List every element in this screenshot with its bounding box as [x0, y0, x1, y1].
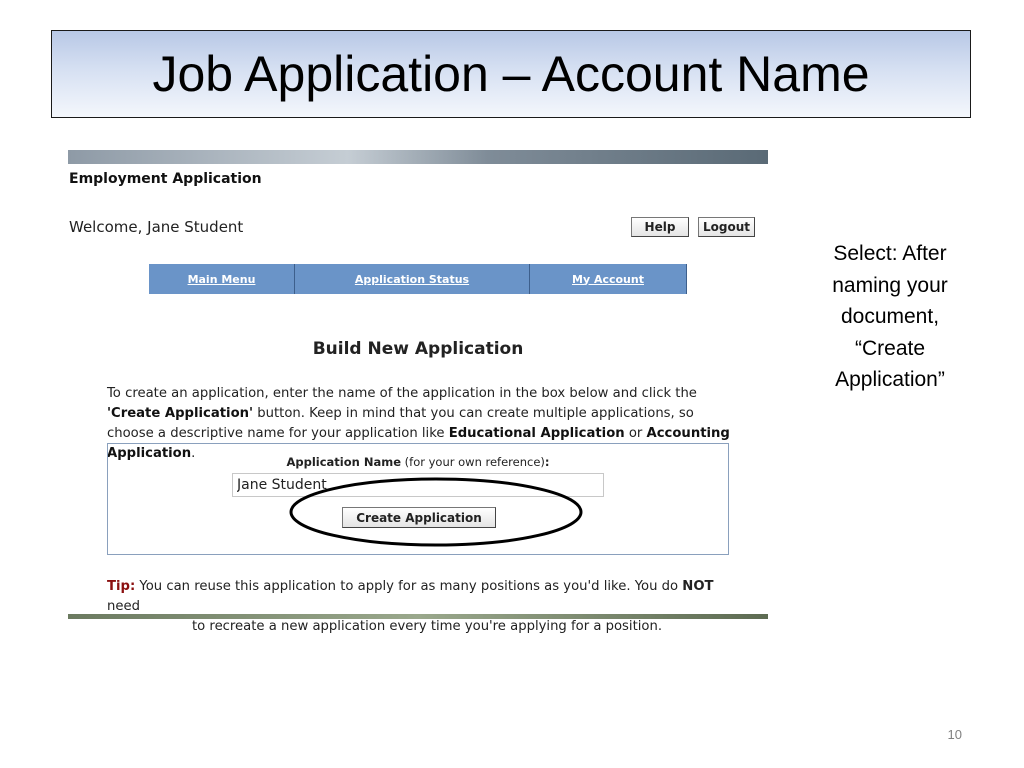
application-name-label-colon: : — [544, 455, 550, 469]
tip-label: Tip: — [107, 579, 136, 594]
intro-text-1: To create an application, enter the name of the application in the box below and click the — [107, 386, 697, 401]
slide-title: Job Application – Account Name — [152, 46, 870, 102]
intro-bold-create: 'Create Application' — [107, 406, 254, 421]
application-name-label — [108, 455, 728, 469]
tip-text-2: need — [107, 599, 140, 614]
tip-line-1 — [107, 577, 737, 617]
tip-text-1: You can reuse this application to apply for as many positions as you'd like. You do — [135, 579, 683, 594]
browser-bottom-strip — [68, 614, 768, 619]
nav-application-status[interactable]: Application Status — [295, 264, 530, 294]
nav-main-menu[interactable]: Main Menu — [149, 264, 295, 294]
app-screenshot — [68, 150, 768, 634]
build-application-heading: Build New Application — [312, 339, 524, 359]
tip-bold-not: NOT — [682, 579, 714, 594]
intro-bold-accounting: Accounting Application — [107, 426, 730, 461]
help-button[interactable]: Help — [631, 217, 689, 237]
application-name-label-note: (for your own reference) — [401, 455, 545, 469]
intro-text-4: . — [191, 446, 196, 461]
tip-paragraph — [107, 577, 737, 637]
callout-ellipse — [288, 476, 584, 548]
intro-bold-educational: Educational Application — [448, 426, 625, 441]
intro-text-2: button. Keep in mind that you can create multiple applications, so choose a descriptive name for your application like — [107, 406, 694, 441]
application-name-label-bold: Application Name — [286, 455, 401, 469]
main-nav — [149, 264, 687, 294]
page-number: 10 — [947, 727, 962, 742]
nav-my-account[interactable]: My Account — [530, 264, 687, 294]
tip-line-2: to recreate a new application every time you're applying for a position. — [192, 619, 663, 634]
slide-title-box — [51, 30, 971, 118]
create-application-button[interactable]: Create Application — [342, 507, 496, 528]
welcome-text: Welcome, Jane Student — [69, 218, 244, 236]
app-header-title: Employment Application — [69, 171, 262, 187]
logout-button[interactable]: Logout — [698, 217, 755, 237]
browser-top-strip — [68, 150, 768, 164]
intro-text-3: or — [624, 426, 647, 441]
instruction-note: Select: After naming your document, “Create Application” — [832, 242, 948, 391]
